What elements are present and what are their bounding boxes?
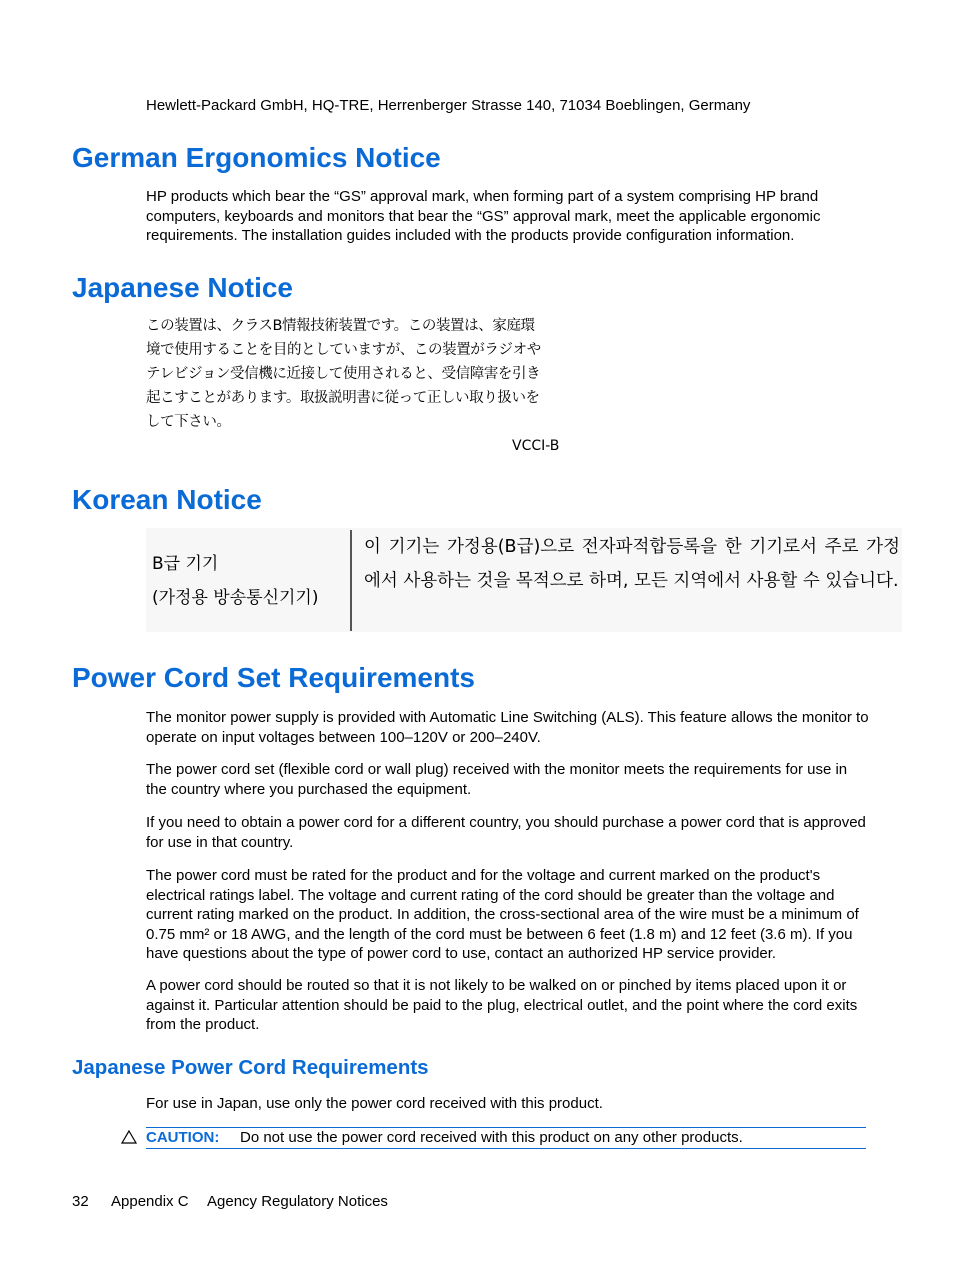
power-cord-paragraph-1: The monitor power supply is provided with Automatic Line Switching (ALS). This feature allows the monitor to operate on input voltages between 100–120V or 200–240V. bbox=[146, 709, 869, 746]
caution-text: Do not use the power cord received with this product on any other products. bbox=[240, 1129, 743, 1146]
japanese-power-cord-heading: Japanese Power Cord Requirements bbox=[72, 1056, 429, 1079]
power-cord-paragraph-4: The power cord must be rated for the product and for the voltage and current marked on the product's electrical ratings label. The voltage and current rating of the cord should be greater than the voltage and current rating marked on the product. In addition, the cross-sectional area of the wire must be a minimum of 0.75 mm² or 18 AWG, and the length of the cord must be between 6 feet (1.8 m) and 12 feet (3.6 m). If you have questions about the type of power cord to use, contact an authorized HP service provider. bbox=[146, 867, 859, 962]
power-cord-paragraph-3: If you need to obtain a power cord for a different country, you should purchase a power cord that is approved for use in that country. bbox=[146, 814, 866, 851]
power-cord-paragraph-2: The power cord set (flexible cord or wall plug) received with the monitor meets the requirements for use in the country where you purchased the equipment. bbox=[146, 761, 848, 798]
korean-notice-text: 이 기기는 가정용(B급)으로 전자파적합등록을 한 기기로서 주로 가정에서 사용하는 것을 목적으로 하며, 모든 지역에서 사용할 수 있습니다. bbox=[364, 537, 900, 591]
korean-divider bbox=[350, 530, 352, 631]
vcci-class-label: VCCI-B bbox=[512, 438, 560, 454]
japanese-notice-heading: Japanese Notice bbox=[72, 272, 293, 303]
korean-notice-panel bbox=[146, 528, 902, 632]
korean-class-description: (가정용 방송통신기기) bbox=[152, 588, 319, 608]
footer-appendix: Appendix C bbox=[111, 1193, 189, 1210]
power-cord-paragraph-5: A power cord should be routed so that it is not likely to be walked on or pinched by items placed upon it or against it. Particular attention should be paid to the plug, electrical outlet, and the point where the cord exits from the product. bbox=[146, 977, 858, 1033]
german-ergonomics-body: HP products which bear the “GS” approval mark, when forming part of a system comprising HP brand computers, keyboards and monitors that bear the “GS” approval mark, meet the applicable ergonomic requirements. The installation guides included with the products provide configuration information. bbox=[146, 188, 821, 244]
footer-title: Agency Regulatory Notices bbox=[207, 1193, 388, 1210]
power-cord-heading: Power Cord Set Requirements bbox=[72, 662, 475, 693]
japanese-line: して下さい。 bbox=[146, 414, 231, 430]
german-ergonomics-heading: German Ergonomics Notice bbox=[72, 142, 441, 173]
caution-box bbox=[146, 1127, 866, 1149]
japanese-power-cord-body: For use in Japan, use only the power cord received with this product. bbox=[146, 1095, 603, 1112]
korean-notice-heading: Korean Notice bbox=[72, 484, 262, 515]
caution-label: CAUTION: bbox=[146, 1129, 220, 1146]
japanese-line: 起こすことがあります。取扱説明書に従って正しい取り扱いを bbox=[146, 390, 540, 406]
japanese-line: 境で使用することを目的としていますが、この装置がラジオや bbox=[146, 342, 541, 358]
korean-class-label: B급 기기 bbox=[152, 554, 219, 574]
caution-triangle-icon bbox=[121, 1130, 137, 1144]
manufacturer-address: Hewlett-Packard GmbH, HQ-TRE, Herrenberger Strasse 140, 71034 Boeblingen, Germany bbox=[146, 97, 751, 114]
japanese-line: この装置は、クラスB情報技術装置です。この装置は、家庭環 bbox=[146, 318, 535, 334]
page-number: 32 bbox=[72, 1193, 89, 1210]
japanese-line: テレビジョン受信機に近接して使用されると、受信障害を引き bbox=[146, 366, 541, 382]
